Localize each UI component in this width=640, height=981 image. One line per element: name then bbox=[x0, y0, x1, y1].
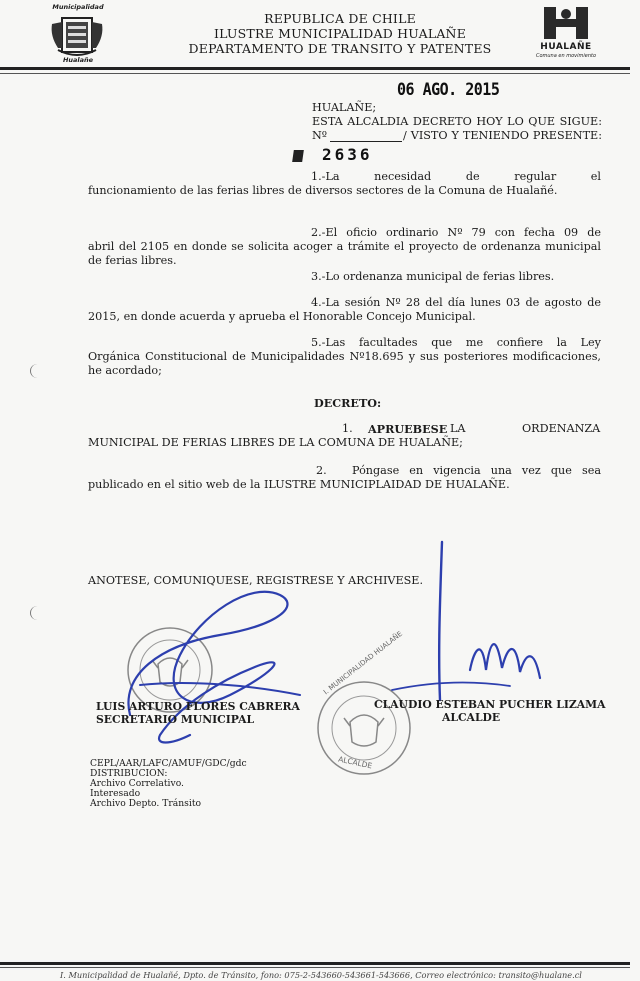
seal-right-bottom: ALCALDE bbox=[337, 754, 373, 771]
consideration-5-rest: Orgánica Constitucional de Municipalidades Nº18.695 y sus posteriores modificaciones, he acordado; bbox=[88, 350, 601, 378]
crest-bottom-text: Hualañe bbox=[62, 56, 94, 64]
seal-right-text: I. MUNICIPALIDAD HUALAÑE bbox=[322, 629, 405, 697]
signer-right-title: ALCALDE bbox=[442, 711, 501, 724]
decreto-title: DECRETO: bbox=[314, 396, 382, 410]
signer-left-title: SECRETARIO MUNICIPAL bbox=[96, 713, 255, 726]
initials: CEPL/AAR/LAFC/AMUF/GDC/gdc bbox=[90, 758, 247, 769]
number-suffix: / VISTO Y TENIENDO PRESENTE: bbox=[403, 129, 602, 142]
distribution-title: DISTRIBUCION: bbox=[90, 768, 168, 779]
decreto-item-1-rest: MUNICIPAL DE FERIAS LIBRES DE LA COMUNA DE HUALAÑE; bbox=[88, 436, 463, 449]
header-department: DEPARTAMENTO DE TRANSITO Y PATENTES bbox=[188, 41, 492, 56]
header-divider bbox=[0, 67, 630, 70]
consideration-2-rest: abril del 2105 en donde se solicita acoger a trámite el proyecto de ordenanza municipal de ferias libres. bbox=[88, 240, 601, 268]
footer-divider bbox=[0, 962, 630, 965]
signature-left bbox=[100, 585, 320, 755]
signer-left-name: LUIS ARTURO FLORES CABRERA bbox=[96, 700, 300, 713]
place-line: HUALAÑE; bbox=[312, 101, 377, 114]
brand-h-icon bbox=[540, 5, 592, 41]
consideration-3: 3.-Lo ordenanza municipal de ferias libres. bbox=[311, 270, 555, 283]
footer-contact: I. Municipalidad de Hualañé, Dpto. de Tránsito, fono: 075-2-543660-543661-543666, Correo electrónico: transito@hualane.cl bbox=[60, 970, 582, 980]
decreto-item-1-word: LA bbox=[450, 422, 466, 435]
decreto-item-1-word2: ORDENANZA bbox=[522, 422, 601, 435]
number-label: Nº bbox=[312, 129, 328, 142]
distribution-item: Interesado bbox=[90, 788, 141, 799]
consideration-5-first: 5.-Las facultades que me confiere la Ley bbox=[311, 336, 601, 349]
distribution-item: Archivo Depto. Tránsito bbox=[90, 798, 202, 809]
hole-punch-mark bbox=[30, 606, 45, 620]
number-underline bbox=[330, 141, 402, 142]
decree-line: ESTA ALCALDIA DECRETO HOY LO QUE SIGUE: bbox=[312, 115, 602, 128]
decreto-item-2-num: 2. bbox=[316, 464, 327, 477]
consideration-4-rest: 2015, en donde acuerda y aprueba el Honorable Concejo Municipal. bbox=[88, 310, 476, 323]
decree-number-stamp: 2636 bbox=[322, 145, 373, 164]
closing-statement: ANOTESE, COMUNIQUESE, REGISTRESE Y ARCHIVESE. bbox=[88, 574, 424, 587]
header-republic: REPUBLICA DE CHILE bbox=[264, 11, 416, 26]
signer-right-name: CLAUDIO ESTEBAN PUCHER LIZAMA bbox=[374, 698, 606, 711]
decreto-item-1-num: 1. bbox=[342, 422, 353, 435]
decreto-item-2-first: Póngase en vigencia una vez que sea bbox=[352, 464, 601, 477]
distribution-item: Archivo Correlativo. bbox=[90, 778, 184, 789]
crest-top-text: Municipalidad bbox=[52, 3, 104, 11]
consideration-1-first: 1.-La necesidad de regular el bbox=[311, 170, 601, 183]
consideration-4-first: 4.-La sesión Nº 28 del día lunes 03 de agosto de bbox=[311, 296, 601, 309]
header-municipality: ILUSTRE MUNICIPALIDAD HUALAÑE bbox=[213, 26, 467, 41]
decreto-item-2-rest: publicado en el sitio web de la ILUSTRE MUNICIPLAIDAD DE HUALAÑE. bbox=[88, 478, 510, 491]
brand-name: HUALAÑE bbox=[540, 42, 592, 52]
header-divider-thin bbox=[0, 73, 630, 74]
consideration-1-rest: funcionamiento de las ferias libres de diversos sectores de la Comuna de Hualañé. bbox=[88, 184, 558, 197]
decreto-item-1-bold: APRUEBESE bbox=[368, 422, 448, 436]
brand-tagline: Comuna en movimiento bbox=[535, 53, 597, 59]
date-stamp: 06 AGO. 2015 bbox=[397, 78, 500, 100]
footer-divider-thin bbox=[0, 967, 630, 968]
consideration-2-first: 2.-El oficio ordinario Nº 79 con fecha 09 de bbox=[311, 226, 601, 239]
hole-punch-mark bbox=[30, 364, 45, 378]
signature-right bbox=[390, 540, 610, 710]
stamp-mark-icon bbox=[292, 150, 304, 162]
